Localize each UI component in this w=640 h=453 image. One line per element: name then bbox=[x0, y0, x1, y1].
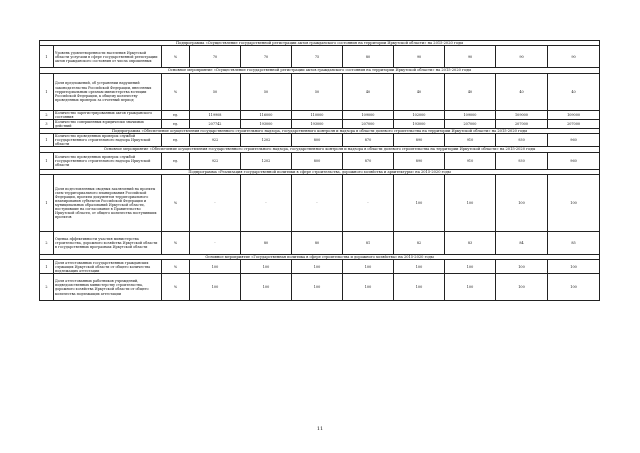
value-cell: 100 bbox=[343, 260, 394, 274]
value-cell: 50 bbox=[190, 73, 241, 110]
value-cell: 100 bbox=[241, 260, 292, 274]
row-number: 1 bbox=[40, 134, 54, 147]
value-cell: 207000 bbox=[445, 119, 496, 128]
value-cell: 922 bbox=[190, 134, 241, 147]
value-cell: 109000 bbox=[445, 110, 496, 119]
value-cell: 100 bbox=[394, 260, 445, 274]
value-cell: - bbox=[190, 232, 241, 255]
table-row bbox=[40, 134, 600, 147]
value-cell: 193000 bbox=[241, 119, 292, 128]
value-cell: 90 bbox=[445, 46, 496, 68]
row-number: 1 bbox=[40, 73, 54, 110]
value-cell: 890 bbox=[394, 134, 445, 147]
section-header: Подпрограмма «Реализация государственной политики в сфере строительства, дорожного хозяйства и архитектуры» на 2015-2020 годы bbox=[40, 169, 600, 174]
unit-cell: ед. bbox=[162, 110, 190, 119]
row-number: 2 bbox=[40, 232, 54, 255]
value-cell: 207000 bbox=[548, 119, 600, 128]
section-header: Подпрограмма «Осуществление государственной регистрации актов гражданского состояния на территории Иркутской области» на 2015-2020 годы bbox=[40, 41, 600, 46]
table-row bbox=[40, 232, 600, 255]
value-cell: 40 bbox=[496, 73, 548, 110]
page-number: 11 bbox=[316, 426, 324, 432]
value-cell: 40 bbox=[548, 73, 600, 110]
value-cell: 100 bbox=[394, 175, 445, 232]
value-cell: 50 bbox=[292, 73, 343, 110]
table-row bbox=[40, 46, 600, 68]
unit-cell: % bbox=[162, 274, 190, 301]
table-row bbox=[40, 119, 600, 128]
unit-cell: % bbox=[162, 46, 190, 68]
indicator-name: Количество зарегистрированных актов гражданского состояния bbox=[54, 110, 162, 119]
value-cell: 930 bbox=[496, 134, 548, 147]
indicators-table bbox=[39, 40, 600, 301]
value-cell: 80 bbox=[241, 232, 292, 255]
value-cell: 922 bbox=[190, 152, 241, 169]
value-cell: 100 bbox=[548, 260, 600, 274]
value-cell: 100 bbox=[496, 175, 548, 232]
unit-cell: ед. bbox=[162, 134, 190, 147]
value-cell: 80 bbox=[343, 46, 394, 68]
unit-cell: % bbox=[162, 73, 190, 110]
value-cell: 90 bbox=[496, 46, 548, 68]
row-number: 1 bbox=[40, 152, 54, 169]
value-cell: 109000 bbox=[343, 110, 394, 119]
section-header-row bbox=[40, 147, 600, 152]
value-cell: 100 bbox=[343, 274, 394, 301]
indicator-name: Количество проведенных проверок службой государственного строительного надзора Иркутской области bbox=[54, 152, 162, 169]
value-cell: 960 bbox=[548, 152, 600, 169]
value-cell: 83 bbox=[445, 232, 496, 255]
indicator-name: Количество совершенных юридически значимых действий bbox=[54, 119, 162, 128]
section-header: Подпрограмма «Обеспечение осуществления государственного строительного надзора, государственного контроля и надзора в области долевого строительства на территории Иркутской области» на 2015-2020 годы bbox=[40, 128, 600, 133]
section-header: Основное мероприятие «Государственная политика в сфере строительства и дорожного хозяйства» на 2015-2020 годы bbox=[40, 255, 600, 260]
value-cell: 930 bbox=[496, 152, 548, 169]
row-number: 1 bbox=[40, 46, 54, 68]
value-cell: 1202 bbox=[241, 152, 292, 169]
value-cell: 1202 bbox=[241, 134, 292, 147]
value-cell: 100 bbox=[548, 274, 600, 301]
value-cell: 50 bbox=[241, 73, 292, 110]
row-number: 2 bbox=[40, 110, 54, 119]
value-cell: - bbox=[190, 175, 241, 232]
indicator-name: Доля предложений, об устранении нарушений законодательства Российской Федерации, внесенных территориальным органам министерства юстиции Российской Федерации, к общему количеству проведенных проверок за отчетный период bbox=[54, 73, 162, 110]
unit-cell: ед. bbox=[162, 119, 190, 128]
value-cell: 85 bbox=[548, 232, 600, 255]
value-cell: 870 bbox=[343, 152, 394, 169]
indicator-name: Доля аттестованных работников учреждений, подведомственных министерству строительства, дорожного хозяйства Иркутской области от общего количества подлежащих аттестации bbox=[54, 274, 162, 301]
value-cell: 75 bbox=[292, 46, 343, 68]
value-cell: 207742 bbox=[190, 119, 241, 128]
value-cell: 100 bbox=[394, 274, 445, 301]
value-cell: 193000 bbox=[292, 119, 343, 128]
value-cell: 100 bbox=[445, 175, 496, 232]
value-cell: 207000 bbox=[343, 119, 394, 128]
value-cell: - bbox=[241, 175, 292, 232]
indicator-name: Уровень удовлетворенности населения Иркутской области услугами в сфере государственной регистрации актов гражданского состояния от числа опрошенных bbox=[54, 46, 162, 68]
indicator-name: Доля подготовленных сводных заключений на проекты схем территориального планирования Российской Федерации, проекты документов территориального планирования субъектов Российской Федерации и муниципальных образований Иркутской области, поступившие на согласование в Правительство Иркутской области, от общего количества поступивших проектов bbox=[54, 175, 162, 232]
value-cell: 40 bbox=[394, 73, 445, 110]
value-cell: 70 bbox=[241, 46, 292, 68]
value-cell: 109000 bbox=[496, 110, 548, 119]
value-cell: 800 bbox=[292, 134, 343, 147]
value-cell: 80 bbox=[292, 232, 343, 255]
row-number: 2 bbox=[40, 274, 54, 301]
unit-cell: % bbox=[162, 260, 190, 274]
table-row bbox=[40, 274, 600, 301]
indicator-name: Оценка эффективности участия министерства строительства, дорожного хозяйства Иркутской области в государственных программах Иркутской области bbox=[54, 232, 162, 255]
value-cell: 102000 bbox=[394, 110, 445, 119]
table-row bbox=[40, 73, 600, 110]
value-cell: 82 bbox=[394, 232, 445, 255]
value-cell: 109000 bbox=[548, 110, 600, 119]
value-cell: 910 bbox=[445, 152, 496, 169]
value-cell: 100 bbox=[292, 260, 343, 274]
row-number: 3 bbox=[40, 119, 54, 128]
value-cell: 100 bbox=[190, 274, 241, 301]
table-row bbox=[40, 260, 600, 274]
row-number: 1 bbox=[40, 260, 54, 274]
value-cell: 910 bbox=[445, 134, 496, 147]
value-cell: - bbox=[292, 175, 343, 232]
value-cell: 100 bbox=[190, 260, 241, 274]
section-header: Основное мероприятие «Обеспечение осуществления государственного строительного надзора, государственного контроля и надзора в области долевого строительства на территории Иркутской области» на 2015-2020 годы bbox=[40, 147, 600, 152]
indicator-name: Количество проведенных проверок службой государственного строительного надзора Иркутской области bbox=[54, 134, 162, 147]
value-cell: 110000 bbox=[292, 110, 343, 119]
section-header: Основное мероприятие «Осуществление государственной регистрации актов гражданского состояния на территории Иркутской области» на 2015-2020 годы bbox=[40, 68, 600, 73]
value-cell: 100 bbox=[548, 175, 600, 232]
value-cell: 960 bbox=[548, 134, 600, 147]
value-cell: 870 bbox=[343, 134, 394, 147]
value-cell: 81 bbox=[343, 232, 394, 255]
value-cell: 100 bbox=[445, 260, 496, 274]
value-cell: 40 bbox=[343, 73, 394, 110]
section-header-row bbox=[40, 128, 600, 133]
value-cell: 90 bbox=[394, 46, 445, 68]
value-cell: 100 bbox=[496, 260, 548, 274]
value-cell: 100 bbox=[496, 274, 548, 301]
unit-cell: % bbox=[162, 232, 190, 255]
value-cell: 890 bbox=[394, 152, 445, 169]
value-cell: 100 bbox=[241, 274, 292, 301]
table-row bbox=[40, 110, 600, 119]
table-row bbox=[40, 175, 600, 232]
value-cell: 119908 bbox=[190, 110, 241, 119]
value-cell: 800 bbox=[292, 152, 343, 169]
value-cell: 116000 bbox=[241, 110, 292, 119]
unit-cell: % bbox=[162, 175, 190, 232]
indicator-name: Доля аттестованных государственных гражданских служащих Иркутской области от общего количества подлежащих аттестации bbox=[54, 260, 162, 274]
value-cell: 100 bbox=[292, 274, 343, 301]
value-cell: 100 bbox=[445, 274, 496, 301]
value-cell: 207000 bbox=[496, 119, 548, 128]
unit-cell: ед. bbox=[162, 152, 190, 169]
row-number: 1 bbox=[40, 175, 54, 232]
value-cell: - bbox=[343, 175, 394, 232]
value-cell: 90 bbox=[548, 46, 600, 68]
value-cell: 84 bbox=[496, 232, 548, 255]
value-cell: 193000 bbox=[394, 119, 445, 128]
value-cell: 70 bbox=[190, 46, 241, 68]
value-cell: 40 bbox=[445, 73, 496, 110]
table-row bbox=[40, 152, 600, 169]
